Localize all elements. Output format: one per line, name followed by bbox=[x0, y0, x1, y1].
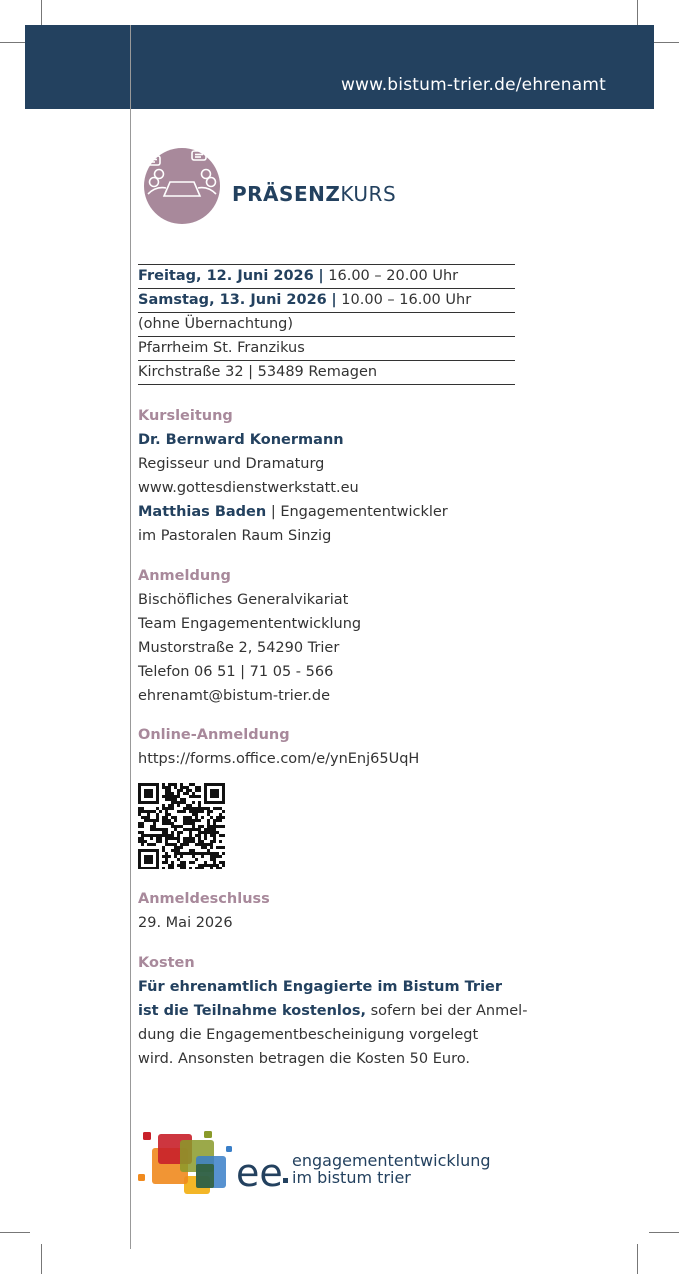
kursleitung-section bbox=[138, 404, 448, 548]
section-label: Online-Anmeldung bbox=[138, 727, 290, 743]
crop-mark bbox=[637, 1244, 638, 1274]
anmeldung-section bbox=[138, 564, 361, 708]
crop-mark bbox=[0, 1232, 30, 1233]
deadline-date: 29. Mai 2026 bbox=[138, 915, 233, 931]
crop-mark bbox=[649, 1232, 679, 1233]
deadline-section bbox=[138, 887, 270, 935]
leader-role: Regisseur und Dramaturg bbox=[138, 456, 325, 472]
registration-link[interactable]: https://forms.office.com/e/ynEnj65UqH bbox=[138, 751, 420, 767]
schedule-table bbox=[138, 264, 515, 385]
leader-name: Dr. Bernward Konermann bbox=[138, 432, 344, 448]
ee-logo bbox=[138, 1128, 292, 1198]
logo-line: engagemententwicklung bbox=[292, 1151, 491, 1170]
online-section bbox=[138, 723, 419, 771]
crop-mark bbox=[41, 1244, 42, 1274]
fold-line bbox=[130, 25, 131, 1249]
costs-text: ist die Teilnahme kostenlos, sofern bei der Anmel- bbox=[138, 1003, 528, 1019]
section-label: Kosten bbox=[138, 955, 195, 971]
leader-website[interactable]: www.gottesdienstwerkstatt.eu bbox=[138, 480, 359, 496]
meeting-table-icon bbox=[144, 148, 220, 224]
costs-section bbox=[138, 951, 527, 1071]
website-link[interactable]: www.bistum-trier.de/ehrenamt bbox=[340, 75, 606, 95]
section-label: Kursleitung bbox=[138, 408, 233, 424]
address-line: Team Engagemententwicklung bbox=[138, 616, 362, 632]
header-bar bbox=[25, 25, 654, 109]
section-label: Anmeldeschluss bbox=[138, 891, 270, 907]
costs-text: dung die Engagementbescheinigung vorgelegt bbox=[138, 1027, 479, 1043]
schedule-row: Samstag, 13. Juni 2026 | 10.00 – 16.00 Uhr bbox=[138, 289, 515, 313]
address-line: Bischöfliches Generalvikariat bbox=[138, 592, 349, 608]
phone: Telefon 06 51 | 71 05 - 566 bbox=[138, 664, 334, 680]
qr-code[interactable] bbox=[138, 783, 225, 869]
logo-line: im bistum trier bbox=[292, 1168, 411, 1187]
costs-text: Für ehrenamtlich Engagierte im Bistum Trier bbox=[138, 979, 503, 995]
logo-text bbox=[292, 1152, 491, 1186]
course-type-title: PRÄSENZKURS bbox=[232, 182, 397, 206]
venue-row: Pfarrheim St. Franzikus bbox=[138, 337, 515, 361]
costs-text: wird. Ansonsten betragen die Kosten 50 Euro. bbox=[138, 1051, 470, 1067]
leader-2: Matthias Baden | Engagemententwickler bbox=[138, 504, 448, 520]
address-line: Mustorstraße 2, 54290 Trier bbox=[138, 640, 340, 656]
section-label: Anmeldung bbox=[138, 568, 231, 584]
logo-mark: ee bbox=[236, 1151, 283, 1195]
leader-role: im Pastoralen Raum Sinzig bbox=[138, 528, 332, 544]
schedule-row: Freitag, 12. Juni 2026 | 16.00 – 20.00 Uhr bbox=[138, 265, 515, 289]
email-link[interactable]: ehrenamt@bistum-trier.de bbox=[138, 688, 331, 704]
schedule-row: (ohne Übernachtung) bbox=[138, 313, 515, 337]
address-row: Kirchstraße 32 | 53489 Remagen bbox=[138, 361, 515, 385]
